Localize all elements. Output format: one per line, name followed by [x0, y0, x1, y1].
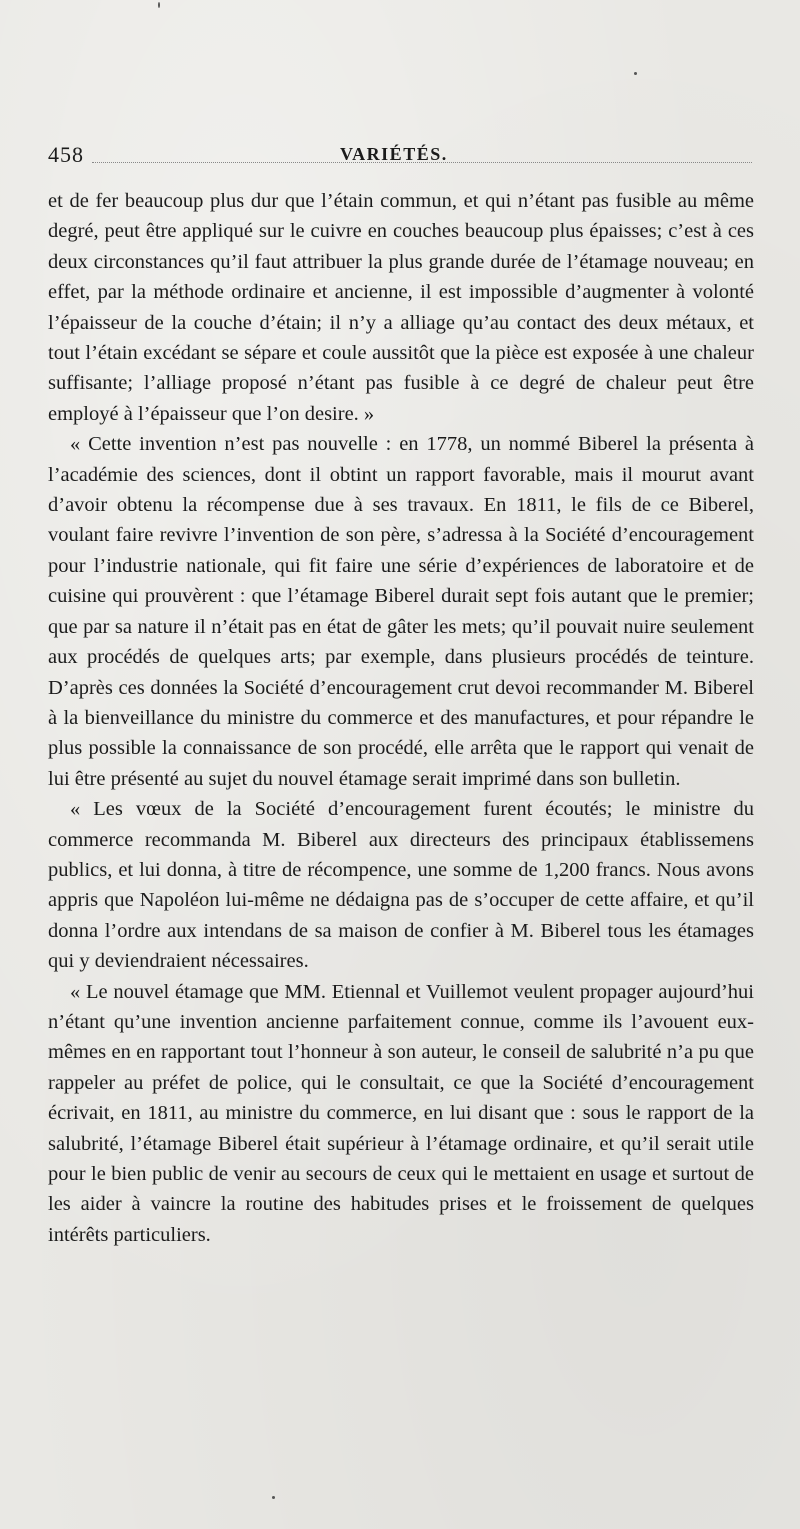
ink-speck	[272, 1496, 275, 1499]
page-header	[48, 142, 752, 172]
page-number: 458	[48, 142, 84, 167]
running-title: VARIÉTÉS.	[340, 144, 448, 164]
ink-speck	[158, 2, 160, 8]
paragraph-4: « Le nouvel étamage que MM. Etiennal et Vuillemot veulent propager aujourd’hui n’étant qu’une invention ancienne parfaitement connue, comme ils l’avouent eux-mêmes en en rapportant tout l’honneur à son auteur, le conseil de salubrité n’a pu que rappeler au préfet de police, qui le consultait, ce que la Société d’encouragement écrivait, en 1811, au ministre du commerce, en lui disant que : sous le rapport de la salubrité, l’étamage Biberel était supérieur à l’étamage ordinaire, et qu’il serait utile pour le bien public de venir au secours de ceux qui le mettaient en usage et surtout de les aider à vaincre la routine des habitudes prises et le froissement de quelques intérêts particuliers.	[48, 980, 754, 1246]
body-text	[48, 186, 754, 1250]
ink-speck	[634, 72, 637, 75]
paragraph-1: et de fer beaucoup plus dur que l’étain commun, et qui n’étant pas fusible au même degré, peut être appliqué sur le cuivre en couches beaucoup plus épaisses; c’est à ces deux circonstances qu’il faut attribuer la plus grande durée de l’étamage nouveau; en effet, par la méthode ordinaire et ancienne, il est impossible d’augmenter à volonté l’épaisseur de la couche d’étain; il n’y a alliage qu’au contact des deux métaux, et tout l’étain excédant se sépare et coule aussitôt que la pièce est exposée à une chaleur suffisante; l’alliage proposé n’étant pas fusible à ce degré de chaleur peut être employé à l’épaisseur que l’on desire. »	[48, 190, 754, 425]
paragraph-2: « Cette invention n’est pas nouvelle : en 1778, un nommé Biberel la présenta à l’académie des sciences, dont il obtint un rapport favorable, mais il mourut avant d’avoir obtenu la récompense due à ses travaux. En 1811, le fils de ce Biberel, voulant faire revivre l’invention de son père, s’adressa à la Société d’encouragement pour l’industrie nationale, qui fit faire une série d’expériences de laboratoire et de cuisine qui prouvèrent : que l’étamage Biberel durait sept fois autant que le premier; que par sa nature il n’était pas en état de gâter les mets; qu’il pouvait nuire seulement aux procédés de quelques arts; par exemple, dans plusieurs procédés de teinture. D’après ces données la Société d’encouragement crut devoi recommander M. Biberel à la bienveillance du ministre du commerce et des manufactures, et pour répandre le plus possible la connaissance de son procédé, elle arrêta que le rapport qui venait de lui être présenté au sujet du nouvel étamage serait imprimé dans son bulletin.	[48, 433, 754, 790]
paragraph-3: « Les vœux de la Société d’encouragement furent écoutés; le ministre du commerce recommanda M. Biberel aux directeurs des principaux établissemens publics, et lui donna, à titre de récompence, une somme de 1,200 francs. Nous avons appris que Napoléon lui-même ne dédaigna pas de s’occuper de cette affaire, et qu’il donna l’ordre aux intendans de sa maison de confier à M. Biberel tous les étamages qui y deviendraient nécessaires.	[48, 798, 754, 973]
